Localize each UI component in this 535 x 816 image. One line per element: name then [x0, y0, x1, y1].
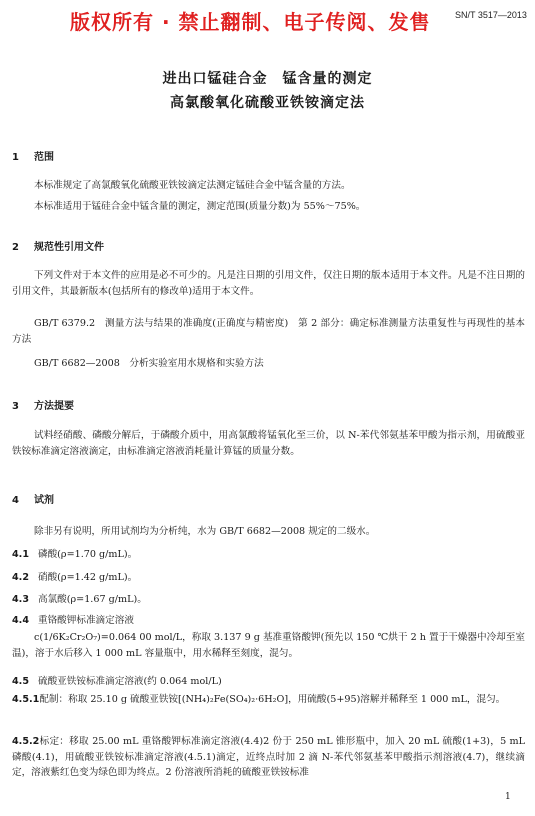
document-title-line2: 高氯酸氧化硫酸亚铁铵滴定法 [170, 95, 365, 111]
clause-4-1 [12, 546, 137, 560]
section-2-heading [12, 238, 104, 253]
section-title: 方法提要 [34, 401, 74, 412]
copyright-watermark: 版权所有 · 禁止翻制、电子传阅、发售 [70, 10, 431, 34]
section-title: 规范性引用文件 [34, 242, 104, 253]
clause-number: 4.1 [12, 549, 29, 560]
clause-4-5-1 [12, 692, 525, 708]
clause-number: 4.4 [12, 615, 29, 626]
section-1-heading [12, 148, 54, 163]
clause-4-2 [12, 569, 137, 583]
section-2-reference-2: GB/T 6682—2008 分析实验室用水规格和实验方法 [34, 358, 264, 369]
section-4-heading [12, 491, 54, 506]
clause-text: 硝酸(ρ=1.42 g/mL)。 [38, 572, 138, 583]
section-4-intro: 除非另有说明，所用试剂均为分析纯，水为 GB/T 6682—2008 规定的二级水。 [34, 526, 376, 537]
clause-number: 4.5 [12, 676, 29, 687]
clause-text: 硫酸亚铁铵标准滴定溶液(约 0.064 mol/L) [38, 676, 222, 687]
clause-text: 磷酸(ρ=1.70 g/mL)。 [38, 549, 138, 560]
clause-4-4-body: c(1/6K₂Cr₂O₇)=0.064 00 mol/L，称取 3.137 9 g 基准重铬酸钾(预先以 150 ℃烘干 2 h 置于干燥器中冷却至室温)，溶于水后移入 1 000 mL 容量瓶中，用水稀释至刻度，混匀。 [12, 632, 525, 659]
clause-text: 标定：移取 25.00 mL 重铬酸钾标准滴定溶液(4.4)2 份于 250 mL 锥形瓶中，加入 20 mL 硫酸(1+3)，5 mL 磷酸(4.1)，用硫酸亚铁铵标准滴定溶液(4.5.1)滴定，近终点时加 2 滴 N-苯代邻氨基苯甲酸指示剂溶液(4.7)，继续滴定，溶液紫红色变为绿色即为终点。2 份溶液所消耗的硫酸亚铁铵标准 [12, 736, 525, 778]
clause-4-4 [12, 612, 134, 626]
clause-text: 配制：称取 25.10 g 硫酸亚铁铵[(NH₄)₂Fe(SO₄)₂·6H₂O]，用硫酸(5+95)溶解并稀释至 1 000 mL，混匀。 [39, 694, 506, 705]
section-1-para2: 本标准适用于锰硅合金中锰含量的测定，测定范围(质量分数)为 55%～75%。 [34, 201, 366, 212]
section-number: 4 [12, 495, 19, 506]
document-title-line1: 进出口锰硅合金 锰含量的测定 [162, 71, 373, 87]
clause-number: 4.5.1 [12, 694, 40, 705]
clause-number: 4.5.2 [12, 736, 40, 747]
clause-4-5 [12, 673, 222, 687]
standard-number: SN/T 3517—2013 [455, 10, 527, 20]
section-title: 试剂 [34, 495, 54, 506]
clause-number: 4.3 [12, 594, 29, 605]
section-number: 1 [12, 152, 19, 163]
section-3-para1: 试料经硝酸、磷酸分解后，于磷酸介质中，用高氯酸将锰氧化至三价，以 N-苯代邻氨基苯甲酸为指示剂，用硫酸亚铁铵标准滴定溶液滴定，由标准滴定溶液消耗量计算锰的质量分数。 [12, 430, 525, 457]
clause-text: 高氯酸(ρ=1.67 g/mL)。 [38, 594, 147, 605]
page-number: 1 [505, 792, 511, 802]
section-2-para1: 下列文件对于本文件的应用是必不可少的。凡是注日期的引用文件，仅注日期的版本适用于本文件。凡是不注日期的引用文件，其最新版本(包括所有的修改单)适用于本文件。 [12, 270, 525, 297]
section-2-reference-1: GB/T 6379.2 测量方法与结果的准确度(正确度与精密度) 第 2 部分：确定标准测量方法重复性与再现性的基本方法 [12, 318, 525, 345]
clause-4-5-2 [12, 734, 525, 781]
section-1-para1: 本标准规定了高氯酸氧化硫酸亚铁铵滴定法测定锰硅合金中锰含量的方法。 [34, 180, 351, 191]
section-number: 3 [12, 401, 19, 412]
section-3-heading [12, 397, 74, 412]
section-number: 2 [12, 242, 19, 253]
section-title: 范围 [34, 152, 54, 163]
clause-number: 4.2 [12, 572, 29, 583]
clause-4-3 [12, 591, 147, 605]
clause-text: 重铬酸钾标准滴定溶液 [38, 615, 134, 626]
